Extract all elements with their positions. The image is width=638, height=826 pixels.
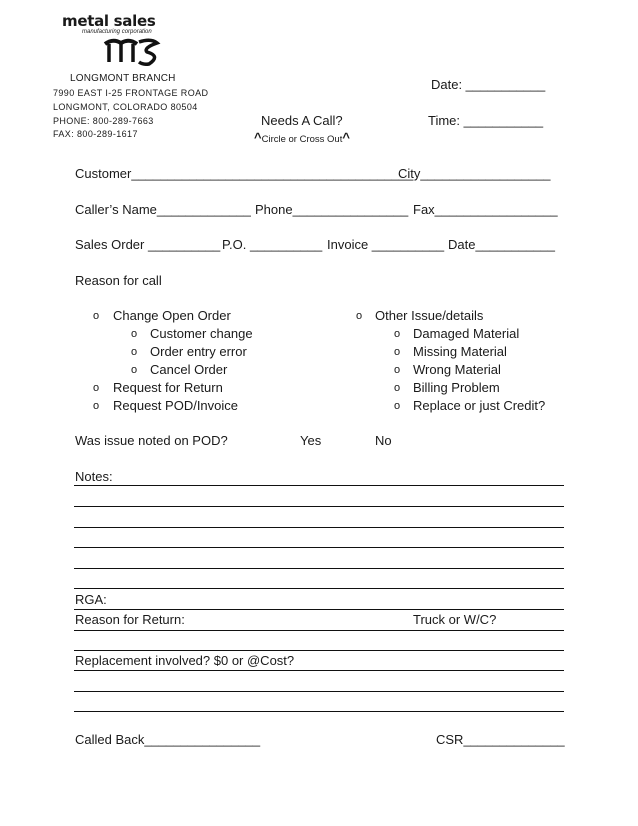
option-request-pod: Request POD/Invoice (113, 398, 239, 413)
option-bullet-icon[interactable]: o (394, 346, 401, 358)
option-bullet-icon[interactable]: o (356, 310, 363, 322)
company-logo (99, 34, 165, 66)
po-field[interactable]: P.O. __________ (222, 237, 323, 252)
branch-name: LONGMONT BRANCH (70, 73, 176, 84)
invoice-field[interactable]: Invoice __________ (327, 237, 445, 252)
option-bullet-icon[interactable]: o (131, 364, 138, 376)
fax-number: FAX: 800-289-1617 (53, 129, 138, 139)
option-other-issue: Other Issue/details (375, 308, 484, 323)
caret-left-icon: ^ (254, 130, 262, 145)
reason-return-label: Reason for Return: (75, 612, 185, 627)
option-order-entry-error: Order entry error (150, 344, 247, 359)
option-bullet-icon[interactable]: o (131, 346, 138, 358)
option-bullet-icon[interactable]: o (93, 400, 100, 412)
notes-line[interactable] (74, 588, 564, 589)
company-name: metal sales (62, 12, 156, 30)
option-replace-or-credit: Replace or just Credit? (413, 398, 546, 413)
phone-field[interactable]: Phone________________ (255, 202, 409, 217)
date-field[interactable]: Date: ___________ (431, 77, 546, 92)
pod-yes-option[interactable]: Yes (300, 433, 322, 448)
reason-heading: Reason for call (75, 273, 162, 288)
address-line-1: 7990 EAST I-25 FRONTAGE ROAD (53, 88, 209, 98)
notes-label: Notes: (75, 469, 113, 484)
option-customer-change: Customer change (150, 326, 253, 341)
replacement-label: Replacement involved? $0 or @Cost? (75, 653, 295, 668)
company-tagline: manufacturing corporation (82, 29, 152, 35)
caller-name-field[interactable]: Caller’s Name_____________ (75, 202, 251, 217)
needs-call-label: Needs A Call? (261, 113, 343, 128)
option-bullet-icon[interactable]: o (394, 400, 401, 412)
option-missing-material: Missing Material (413, 344, 507, 359)
option-damaged-material: Damaged Material (413, 326, 520, 341)
option-bullet-icon[interactable]: o (93, 310, 100, 322)
called-back-field[interactable]: Called Back________________ (75, 732, 261, 747)
replacement-line[interactable] (74, 691, 564, 692)
notes-line[interactable] (74, 506, 564, 507)
option-request-return: Request for Return (113, 380, 223, 395)
notes-line[interactable] (74, 527, 564, 528)
caret-right-icon: ^ (342, 130, 350, 145)
fax-field[interactable]: Fax_________________ (413, 202, 558, 217)
option-wrong-material: Wrong Material (413, 362, 501, 377)
date-row-field[interactable]: Date___________ (448, 237, 555, 252)
return-line[interactable] (74, 650, 564, 651)
replacement-line[interactable] (74, 670, 564, 671)
notes-line[interactable] (74, 547, 564, 548)
phone-number: PHONE: 800-289-7663 (53, 116, 154, 126)
option-bullet-icon[interactable]: o (394, 364, 401, 376)
rga-label: RGA: (75, 592, 107, 607)
option-bullet-icon[interactable]: o (394, 328, 401, 340)
customer-field[interactable]: Customer_______________________________________ (75, 166, 414, 181)
notes-line[interactable] (74, 568, 564, 569)
ms-logo-icon (99, 34, 165, 66)
option-bullet-icon[interactable]: o (394, 382, 401, 394)
sales-order-field[interactable]: Sales Order __________ (75, 237, 221, 252)
circle-note-text: Circle or Cross Out (261, 134, 343, 145)
truck-or-wc-label: Truck or W/C? (413, 612, 497, 627)
time-field[interactable]: Time: ___________ (428, 113, 544, 128)
pod-no-option[interactable]: No (375, 433, 392, 448)
option-bullet-icon[interactable]: o (93, 382, 100, 394)
option-change-open-order: Change Open Order (113, 308, 231, 323)
pod-question: Was issue noted on POD? (75, 433, 228, 448)
return-line[interactable] (74, 630, 564, 631)
csr-field[interactable]: CSR______________ (436, 732, 565, 747)
option-bullet-icon[interactable]: o (131, 328, 138, 340)
notes-line[interactable] (74, 485, 564, 486)
city-field[interactable]: City__________________ (398, 166, 551, 181)
address-line-2: LONGMONT, COLORADO 80504 (53, 102, 198, 112)
circle-note (254, 129, 350, 147)
rga-line[interactable] (74, 609, 564, 610)
replacement-line[interactable] (74, 711, 564, 712)
option-cancel-order: Cancel Order (150, 362, 228, 377)
option-billing-problem: Billing Problem (413, 380, 500, 395)
